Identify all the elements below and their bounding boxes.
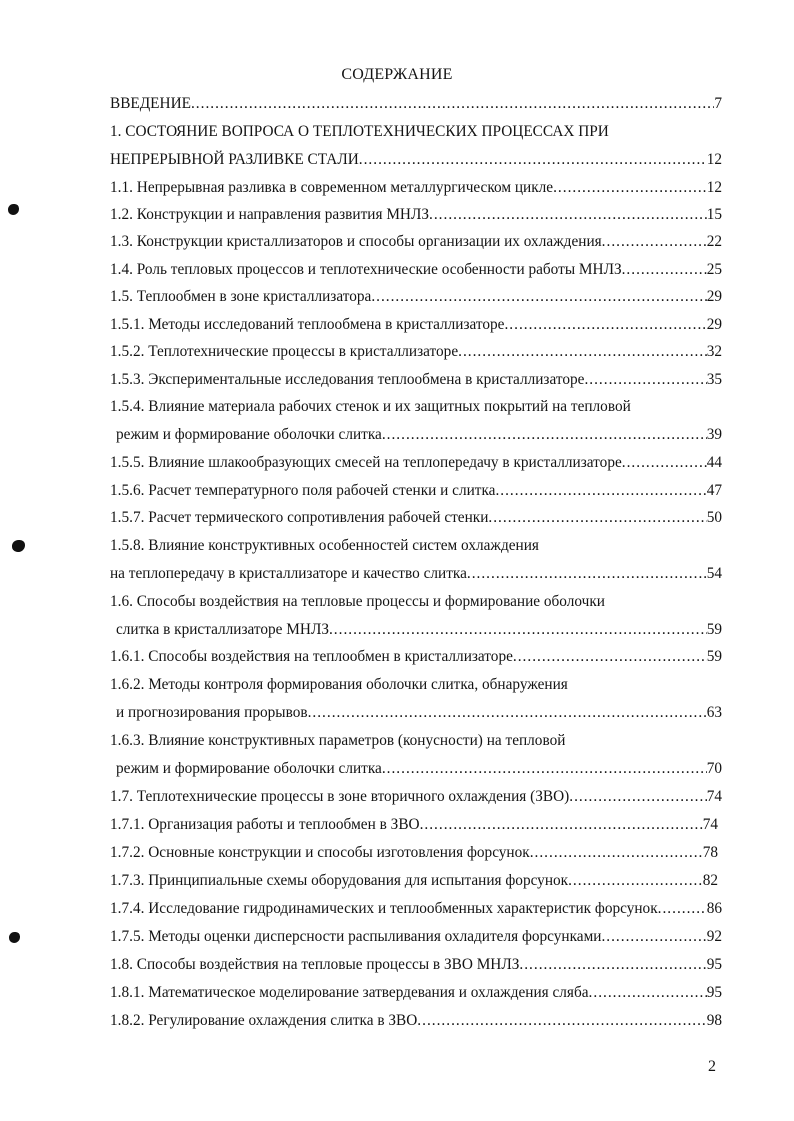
toc-entry-page: 25 xyxy=(706,261,722,278)
toc-entry-text: 1.7. Теплотехнические процессы в зоне вторичного охлаждения (ЗВО) xyxy=(110,788,570,805)
toc-entry-text: НЕПРЕРЫВНОЙ РАЗЛИВКЕ СТАЛИ xyxy=(110,151,359,168)
toc-entry-page: 44 xyxy=(706,454,722,471)
toc-entry-page: 95 xyxy=(706,956,722,973)
leader-dots xyxy=(495,481,706,501)
toc-entry-page: 12 xyxy=(706,151,722,168)
leader-dots xyxy=(329,620,707,640)
toc-entry-text: 1.7.1. Организация работы и теплообмен в ЗВО xyxy=(110,816,420,833)
toc-entry-text: 1.3. Конструкции кристаллизаторов и способы организации их охлаждения xyxy=(110,233,602,250)
toc-entry-page: 22 xyxy=(706,233,722,250)
toc-entry[interactable] xyxy=(110,508,722,528)
toc-entry-page: 74 xyxy=(702,816,718,833)
toc-entry-text: 1.6. Способы воздействия на тепловые процессы и формирование оболочки xyxy=(110,593,605,610)
toc-entry[interactable] xyxy=(116,759,722,779)
leader-dots xyxy=(488,508,706,528)
toc-entry-page: 98 xyxy=(706,1012,722,1029)
leader-dots xyxy=(601,927,706,947)
toc-entry[interactable] xyxy=(116,620,722,640)
toc-entry[interactable] xyxy=(110,871,718,891)
toc-entry-text: 1. СОСТОЯНИЕ ВОПРОСА О ТЕПЛОТЕХНИЧЕСКИХ ПРОЦЕССАХ ПРИ xyxy=(110,123,609,140)
toc-entry-text: слитка в кристаллизаторе МНЛЗ xyxy=(116,621,329,638)
toc-entry-page: 29 xyxy=(706,288,722,305)
toc-entry-page: 74 xyxy=(706,788,722,805)
toc-entry-text: 1.6.2. Методы контроля формирования оболочки слитка, обнаружения xyxy=(110,676,568,693)
leader-dots xyxy=(658,899,707,919)
toc-entry[interactable] xyxy=(110,1011,722,1031)
toc-entry-page: 92 xyxy=(706,928,722,945)
toc-entry-text: режим и формирование оболочки слитка xyxy=(116,760,382,777)
toc-entry[interactable] xyxy=(110,122,609,142)
leader-dots xyxy=(429,205,707,225)
toc-entry-page: 50 xyxy=(706,509,722,526)
toc-entry-page: 7 xyxy=(714,95,722,112)
toc-entry[interactable] xyxy=(116,425,722,445)
toc-entry-page: 82 xyxy=(702,872,718,889)
leader-dots xyxy=(513,647,707,667)
toc-entry-page: 63 xyxy=(706,704,722,721)
toc-entry-text: 1.5.1. Методы исследований теплообмена в кристаллизаторе xyxy=(110,316,505,333)
toc-entry-page: 47 xyxy=(706,482,722,499)
toc-entry[interactable] xyxy=(110,150,722,170)
leader-dots xyxy=(530,843,703,863)
toc-entry-text: 1.8.2. Регулирование охлаждения слитка в ЗВО xyxy=(110,1012,418,1029)
toc-entry-text: 1.7.2. Основные конструкции и способы изготовления форсунок xyxy=(110,844,530,861)
toc-entry[interactable] xyxy=(110,370,722,390)
toc-entry-text: 1.5.7. Расчет термического сопротивления рабочей стенки xyxy=(110,509,489,526)
toc-entry-text: 1.5.3. Экспериментальные исследования теплообмена в кристаллизаторе xyxy=(110,371,585,388)
toc-entry[interactable] xyxy=(110,927,722,947)
toc-entry-text: 1.5.4. Влияние материала рабочих стенок и их защитных покрытий на тепловой xyxy=(110,398,631,415)
toc-entry-text: 1.2. Конструкции и направления развития МНЛЗ xyxy=(110,206,430,223)
leader-dots xyxy=(420,815,703,835)
toc-entry[interactable] xyxy=(110,843,718,863)
toc-entry-page: 35 xyxy=(706,371,722,388)
leader-dots xyxy=(569,787,706,807)
toc-entry[interactable] xyxy=(110,899,722,919)
toc-entry[interactable] xyxy=(110,453,722,473)
toc-entry-text: на теплопередачу в кристаллизаторе и качество слитка xyxy=(110,565,467,582)
toc-entry[interactable] xyxy=(110,787,722,807)
scan-mark-icon xyxy=(12,540,25,552)
scan-mark-icon xyxy=(8,204,19,215)
toc-entry[interactable] xyxy=(110,592,605,612)
toc-entry[interactable] xyxy=(110,397,631,417)
leader-dots xyxy=(191,94,714,114)
scan-mark-icon xyxy=(9,932,20,943)
leader-dots xyxy=(589,983,707,1003)
leader-dots xyxy=(308,703,707,723)
leader-dots xyxy=(417,1011,706,1031)
toc-entry-text: режим и формирование оболочки слитка xyxy=(116,426,382,443)
toc-entry[interactable] xyxy=(110,287,722,307)
page-title: СОДЕРЖАНИЕ xyxy=(341,66,453,83)
toc-entry-page: 12 xyxy=(706,179,722,196)
toc-entry-text: 1.7.4. Исследование гидродинамических и теплообменных характеристик форсунок xyxy=(110,900,658,917)
toc-entry[interactable] xyxy=(110,260,722,280)
leader-dots xyxy=(553,178,707,198)
toc-entry-page: 54 xyxy=(706,565,722,582)
toc-entry-text: 1.6.3. Влияние конструктивных параметров (конусности) на тепловой xyxy=(110,732,566,749)
toc-entry[interactable] xyxy=(110,315,722,335)
toc-entry-page: 59 xyxy=(706,621,722,638)
toc-entry[interactable] xyxy=(110,647,722,667)
toc-entry[interactable] xyxy=(110,536,539,556)
leader-dots xyxy=(382,759,707,779)
leader-dots xyxy=(602,232,707,252)
toc-entry[interactable] xyxy=(110,178,722,198)
toc-entry[interactable] xyxy=(110,205,722,225)
toc-entry-text: 1.5.2. Теплотехнические процессы в кристаллизаторе xyxy=(110,343,459,360)
toc-entry-page: 70 xyxy=(706,760,722,777)
toc-entry-page: 32 xyxy=(706,343,722,360)
leader-dots xyxy=(622,260,707,280)
toc-entry-text: 1.4. Роль тепловых процессов и теплотехнические особенности работы МНЛЗ xyxy=(110,261,622,278)
toc-entry-text: 1.1. Непрерывная разливка в современном металлургическом цикле xyxy=(110,179,554,196)
leader-dots xyxy=(568,871,703,891)
leader-dots xyxy=(584,370,706,390)
toc-entry[interactable] xyxy=(110,342,722,362)
toc-entry[interactable] xyxy=(110,564,722,584)
toc-entry-text: ВВЕДЕНИЕ xyxy=(110,95,191,112)
leader-dots xyxy=(467,564,707,584)
page-number: 2 xyxy=(708,1058,716,1075)
toc-entry-page: 78 xyxy=(702,844,718,861)
toc-entry[interactable] xyxy=(110,675,568,695)
toc-entry-text: 1.7.3. Принципиальные схемы оборудования для испытания форсунок xyxy=(110,872,569,889)
toc-entry[interactable] xyxy=(110,94,722,114)
toc-entry-text: 1.5.5. Влияние шлакообразующих смесей на теплопередачу в кристаллизаторе xyxy=(110,454,622,471)
toc-entry-text: 1.5.8. Влияние конструктивных особенностей систем охлаждения xyxy=(110,537,539,554)
toc-entry-text: 1.5.6. Расчет температурного поля рабочей стенки и слитка xyxy=(110,482,496,499)
toc-entry[interactable] xyxy=(116,703,722,723)
leader-dots xyxy=(458,342,707,362)
toc-entry-text: 1.5. Теплообмен в зоне кристаллизатора xyxy=(110,288,372,305)
toc-entry-text: 1.6.1. Способы воздействия на теплообмен в кристаллизаторе xyxy=(110,648,513,665)
toc-entry[interactable] xyxy=(110,232,722,252)
leader-dots xyxy=(622,453,707,473)
toc-entry[interactable] xyxy=(110,815,718,835)
toc-entry-text: 1.8. Способы воздействия на тепловые процессы в ЗВО МНЛЗ xyxy=(110,956,520,973)
leader-dots xyxy=(371,287,706,307)
toc-entry-text: 1.8.1. Математическое моделирование затвердевания и охлаждения сляба xyxy=(110,984,589,1001)
toc-entry[interactable] xyxy=(110,983,722,1003)
leader-dots xyxy=(382,425,707,445)
toc-entry-page: 86 xyxy=(706,900,722,917)
toc-entry-page: 39 xyxy=(706,426,722,443)
toc-entry-page: 29 xyxy=(706,316,722,333)
toc-entry-text: 1.7.5. Методы оценки дисперсности распыливания охладителя форсунками xyxy=(110,928,602,945)
toc-entry-page: 95 xyxy=(706,984,722,1001)
leader-dots xyxy=(359,150,707,170)
toc-entry-page: 59 xyxy=(706,648,722,665)
toc-entry[interactable] xyxy=(110,955,722,975)
toc-entry-page: 15 xyxy=(706,206,722,223)
toc-entry-text: и прогнозирования прорывов xyxy=(116,704,308,721)
leader-dots xyxy=(519,955,706,975)
toc-entry[interactable] xyxy=(110,481,722,501)
leader-dots xyxy=(504,315,706,335)
toc-entry[interactable] xyxy=(110,731,565,751)
